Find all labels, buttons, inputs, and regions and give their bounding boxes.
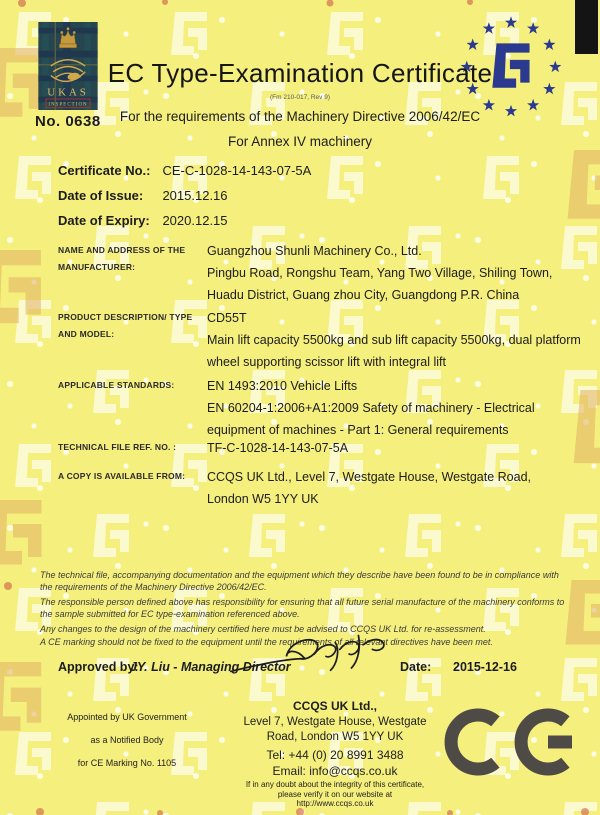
ce-mark-icon xyxy=(444,704,594,782)
date-expiry-value: 2020.12.15 xyxy=(162,213,228,228)
issuer-phone: Tel: +44 (0) 20 8991 3488 xyxy=(266,748,404,762)
issuer-address: Level 7, Westgate House, Westgate xyxy=(243,716,427,728)
ukas-inspection-logo xyxy=(38,22,98,110)
section-label: PRODUCT DESCRIPTION/ TYPE xyxy=(58,312,193,322)
date-label: Date: xyxy=(400,660,432,674)
date-expiry-label: Date of Expiry: xyxy=(58,213,150,228)
section-label: AND MODEL: xyxy=(58,329,115,339)
approver-name: JY. Liu - Managing Director xyxy=(130,660,291,674)
form-reference: (Fm 210-017, Rev 9) xyxy=(270,94,330,101)
approval-date: 2015-12-16 xyxy=(453,660,517,674)
ukas-note-line: Appointed by UK Government xyxy=(67,712,187,722)
legal-note: The responsible person defined above has responsibility for ensuring that all future serial manufacture of the machinery conforms to the sample submitted for EC type-examination referenced above. xyxy=(40,597,565,619)
issuer-email: Email: info@ccqs.co.uk xyxy=(272,764,398,778)
section-label: MANUFACTURER: xyxy=(58,262,136,272)
header xyxy=(92,58,508,149)
date-issue-value: 2015.12.16 xyxy=(162,188,228,203)
section-label: A COPY IS AVAILABLE FROM: xyxy=(58,471,186,481)
issuer-website: http://www.ccqs.co.uk xyxy=(296,799,374,808)
section-value: equipment of machines - Part 1: General requirements xyxy=(207,423,509,437)
ukas-note-line: for CE Marking No. 1105 xyxy=(77,758,177,768)
section-label: TECHNICAL FILE REF. NO. : xyxy=(58,442,177,452)
date-issue-row xyxy=(58,187,228,205)
ukas-note-line: as a Notified Body xyxy=(90,735,164,745)
section-value: Guangzhou Shunli Machinery Co., Ltd. xyxy=(207,244,422,258)
section-value: wheel supporting scissor lift with integral lift xyxy=(207,355,446,369)
section-value: EN 60204-1:2006+A1:2009 Safety of machinery - Electrical xyxy=(207,401,535,415)
issuer-address: Road, London W5 1YY UK xyxy=(266,731,404,743)
corner-black-bar xyxy=(575,0,598,54)
notified-body-number: No. 0638 xyxy=(35,113,101,130)
ukas-label: UKAS xyxy=(47,86,89,99)
section-value: Main lift capacity 5500kg and sub lift capacity 5500kg, dual platform xyxy=(207,333,581,347)
date-expiry-row xyxy=(58,212,228,230)
section-label: APPLICABLE STANDARDS: xyxy=(58,380,175,390)
verify-note: If in any doubt about the integrity of this certificate, xyxy=(245,780,425,789)
legal-note: The technical file, accompanying documentation and the equipment which they describe have been found to be in compliance with the requirements of the Machinery Directive 2006/42/EC. xyxy=(40,570,559,592)
legal-note: A CE marking should not be fixed to the equipment until the requirements of all relevant directives have been met. xyxy=(40,636,493,647)
ukas-appointment-note xyxy=(38,706,216,775)
section-value: CCQS UK Ltd., Level 7, Westgate House, Westgate Road, xyxy=(207,470,532,484)
subtitle-annex: For Annex IV machinery xyxy=(227,134,373,149)
section-value: London W5 1YY UK xyxy=(207,492,319,506)
certificate-no-label: Certificate No.: xyxy=(58,163,151,178)
issuer-company: CCQS UK Ltd., xyxy=(293,699,377,713)
section-value: Huadu District, Guang zhou City, Guangdong P.R. China xyxy=(207,288,520,302)
section-value: TF-C-1028-14-143-07-5A xyxy=(207,441,349,455)
section-value: EN 1493:2010 Vehicle Lifts xyxy=(207,379,358,393)
section-value: CD55T xyxy=(207,311,247,325)
page-title: EC Type-Examination Certificate xyxy=(107,58,493,88)
subtitle-directive: For the requirements of the Machinery Directive 2006/42/EC xyxy=(119,109,481,124)
legal-note: Any changes to the design of the machinery certified here must be advised to CCQS UK Ltd. for re-assessment. xyxy=(40,624,486,634)
section-value: Pingbu Road, Rongshu Team, Yang Two Village, Shiling Town, xyxy=(207,266,553,280)
signature xyxy=(228,632,403,690)
date-issue-label: Date of Issue: xyxy=(58,188,144,203)
verify-note: please verify it on our website at xyxy=(277,789,393,799)
certificate-no-value: CE-C-1028-14-143-07-5A xyxy=(162,163,312,178)
section-label: NAME AND ADDRESS OF THE xyxy=(58,245,186,255)
certificate-no-row xyxy=(58,162,311,180)
ukas-sub-label: INSPECTION xyxy=(48,102,88,108)
approved-by-label: Approved by: xyxy=(58,660,139,674)
issuer-contact-block xyxy=(213,699,457,809)
